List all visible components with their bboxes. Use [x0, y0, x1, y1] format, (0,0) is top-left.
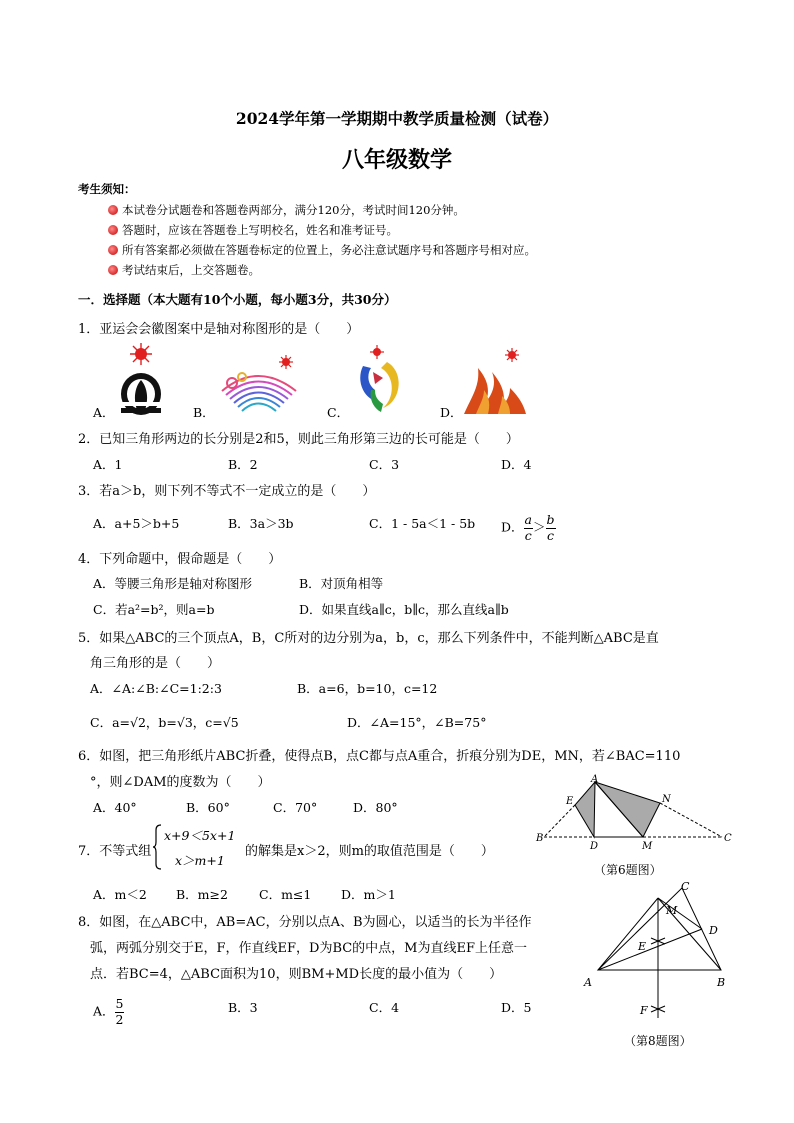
question-5-option-c: C．a=√2，b=√3，c=√5 — [90, 715, 239, 730]
question-5-stem-cont: 角三角形的是（ ） — [90, 656, 221, 671]
figure-8-label-e: E — [638, 940, 647, 953]
question-8-stem-cont: 弧，两弧分别交于E，F，作直线EF，D为BC的中点，M为直线EF上任意一 — [90, 941, 528, 956]
emblem-a-image — [115, 342, 167, 416]
question-7-option-b: B．m≥2 — [176, 887, 228, 902]
notice-item: 所有答案都必须做在答题卷标定的位置上，务必注意试题序号和答题序号相对应。 — [122, 243, 536, 257]
question-5-option-a: A．∠A:∠B:∠C=1:2:3 — [90, 681, 222, 696]
question-3-option-c: C．1 - 5a＜1 - 5b — [369, 516, 476, 531]
question-6-option-b: B．60° — [186, 800, 230, 815]
sun-icon — [130, 343, 152, 365]
section-heading: 一．选择题（本大题有10个小题，每小题3分，共30分） — [78, 292, 397, 307]
fraction-a-over-c: $\frac{a}{c}$ — [524, 512, 532, 543]
question-4-option-d: D．如果直线a∥c，b∥c，那么直线a∥b — [299, 602, 509, 617]
question-7-stem-pre: 7．不等式组 — [78, 844, 152, 859]
bullet-icon — [108, 245, 118, 255]
notice-item: 答题时，应该在答题卷上写明校名，姓名和准考证号。 — [122, 223, 398, 237]
question-3-option-a: A．a+5＞b+5 — [93, 516, 180, 531]
emblem-c-image — [355, 344, 405, 416]
question-2-option-d: D．4 — [501, 457, 532, 472]
question-4-option-b: B．对顶角相等 — [299, 576, 384, 591]
question-4-option-a: A．等腰三角形是轴对称图形 — [93, 576, 253, 591]
figure-8-label-m: M — [666, 904, 678, 917]
figure-8-label-f: F — [640, 1004, 648, 1017]
question-7-inequality-1: x+9＜5x+1 — [164, 828, 236, 843]
question-8-stem-cont-2: 点．若BC=4，△ABC面积为10，则BM+MD长度的最小值为（ ） — [90, 967, 503, 982]
question-2-option-c: C．3 — [369, 457, 400, 472]
question-2-option-b: B．2 — [228, 457, 258, 472]
question-3-option-b: B．3a＞3b — [228, 516, 294, 531]
figure-6-label-c: C — [724, 833, 732, 844]
question-6-stem-cont: °，则∠DAM的度数为（ ） — [90, 775, 271, 790]
sun-icon — [279, 355, 293, 369]
question-2-option-a: A．1 — [93, 457, 123, 472]
question-1-option-c: C． — [327, 405, 350, 420]
question-7-option-c: C．m≤1 — [259, 887, 312, 902]
question-1-option-a: A． — [93, 405, 115, 420]
emblem-b-image — [218, 353, 300, 415]
figure-8-label-a: A — [584, 976, 592, 989]
fraction-5-over-2: $\frac{5}{2}$ — [115, 996, 124, 1027]
notice-item: 本试卷分试题卷和答题卷两部分，满分120分，考试时间120分钟。 — [122, 203, 465, 217]
subject-title: 八年级数学 — [341, 147, 452, 173]
question-6-stem: 6．如图，把三角形纸片ABC折叠，使得点B，点C都与点A重合，折痕分别为DE，MN，若∠BAC=110 — [78, 749, 681, 764]
figure-6-label-n: N — [662, 794, 671, 805]
question-6-option-a: A．40° — [93, 800, 137, 815]
question-5-option-d: D．∠A=15°，∠B=75° — [347, 715, 487, 730]
figure-6-label-m: M — [642, 841, 653, 852]
question-3-option-d: D． $\frac{a}{c}$ ＞ $\frac{b}{c}$ — [501, 512, 555, 543]
exam-title: 2024学年第一学期期中教学质量检测（试卷） — [235, 109, 559, 128]
figure-6-caption: （第6题图） — [594, 863, 662, 877]
question-8-option-d: D．5 — [501, 1000, 532, 1015]
figure-6-label-e: E — [566, 796, 574, 807]
figure-8-label-d: D — [709, 924, 718, 937]
figure-8-diagram — [578, 878, 738, 1026]
question-3-stem: 3．若a＞b，则下列不等式不一定成立的是（ ） — [78, 484, 376, 499]
question-7-option-d: D．m＞1 — [341, 887, 396, 902]
question-6-option-d: D．80° — [353, 800, 398, 815]
figure-8-label-c: C — [681, 880, 690, 893]
figure-8-label-b: B — [717, 976, 726, 989]
emblem-d-image — [462, 346, 528, 416]
figure-6-label-d: D — [590, 841, 599, 852]
sun-icon — [370, 345, 384, 359]
question-8-option-b: B．3 — [228, 1000, 258, 1015]
question-2-stem: 2．已知三角形两边的长分别是2和5，则此三角形第三边的长可能是（ ） — [78, 432, 519, 447]
bullet-icon — [108, 265, 118, 275]
bullet-icon — [108, 225, 118, 235]
figure-6-label-a: A — [591, 774, 599, 785]
figure-6-diagram — [532, 774, 737, 852]
question-7-stem-post: 的解集是x＞2，则m的取值范围是（ ） — [245, 844, 494, 859]
question-1-option-d: D． — [440, 405, 463, 420]
question-1-stem: 1．亚运会会徽图案中是轴对称图形的是（ ） — [78, 322, 360, 337]
question-7-option-a: A．m＜2 — [93, 887, 147, 902]
fraction-b-over-c: $\frac{b}{c}$ — [546, 512, 555, 543]
notice-item: 考试结束后，上交答题卷。 — [122, 263, 260, 277]
figure-6-label-b: B — [536, 833, 544, 844]
notice-heading: 考生须知： — [78, 182, 136, 196]
bullet-icon — [108, 205, 118, 215]
question-4-option-c: C．若a²=b²，则a=b — [93, 602, 215, 617]
question-6-option-c: C．70° — [273, 800, 318, 815]
question-5-option-b: B．a=6，b=10，c=12 — [297, 681, 438, 696]
question-1-option-b: B． — [193, 405, 215, 420]
question-8-option-a: A． $\frac{5}{2}$ — [93, 996, 124, 1027]
left-brace-icon — [152, 824, 162, 870]
figure-8-caption: （第8题图） — [624, 1034, 692, 1048]
question-8-stem: 8．如图，在△ABC中，AB=AC，分别以点A、B为圆心，以适当的长为半径作 — [78, 915, 532, 930]
question-7-inequality-2: x＞m+1 — [175, 853, 225, 868]
question-4-stem: 4．下列命题中，假命题是（ ） — [78, 552, 282, 567]
sun-icon — [505, 348, 519, 362]
question-5-stem: 5．如果△ABC的三个顶点A，B，C所对的边分别为a，b，c，那么下列条件中，不能判断△ABC是直 — [78, 631, 659, 646]
question-8-option-c: C．4 — [369, 1000, 400, 1015]
